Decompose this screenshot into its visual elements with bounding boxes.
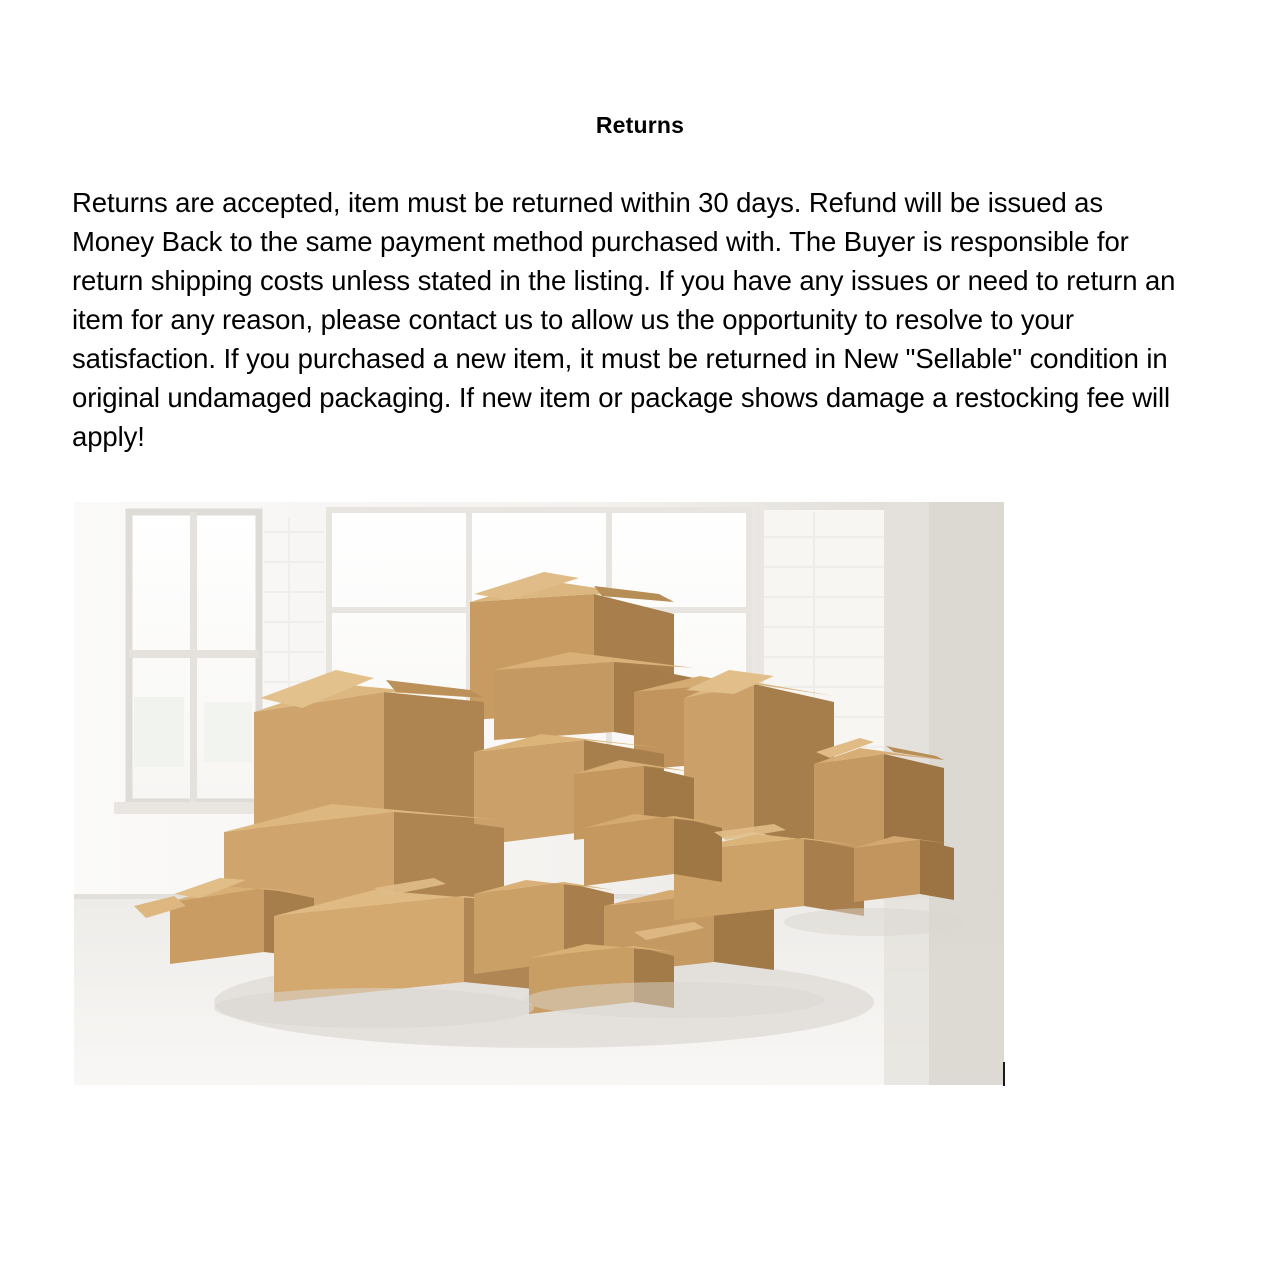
box-tiny-center: [584, 814, 722, 886]
box-right-tall: [684, 670, 834, 850]
returns-policy-text: Returns are accepted, item must be returned within 30 days. Refund will be issued as Money Back to the same payment method purchased with. The Buyer is responsible for return shipping costs unless stated in the listing. If you have any issues or need to return an item for any reason, please contact us to allow us the opportunity to resolve to your satisfaction. If you purchased a new item, it must be returned in New "Sellable" condition in original undamaged packaging. If new item or package shows damage a restocking fee will apply!: [72, 187, 1176, 452]
box-flat-small-right: [854, 836, 954, 902]
text-cursor-artifact: [1003, 1062, 1005, 1086]
cardboard-boxes-photo: [74, 502, 1004, 1085]
page-title: Returns: [595, 112, 685, 138]
boxes-illustration: [74, 502, 1004, 1085]
